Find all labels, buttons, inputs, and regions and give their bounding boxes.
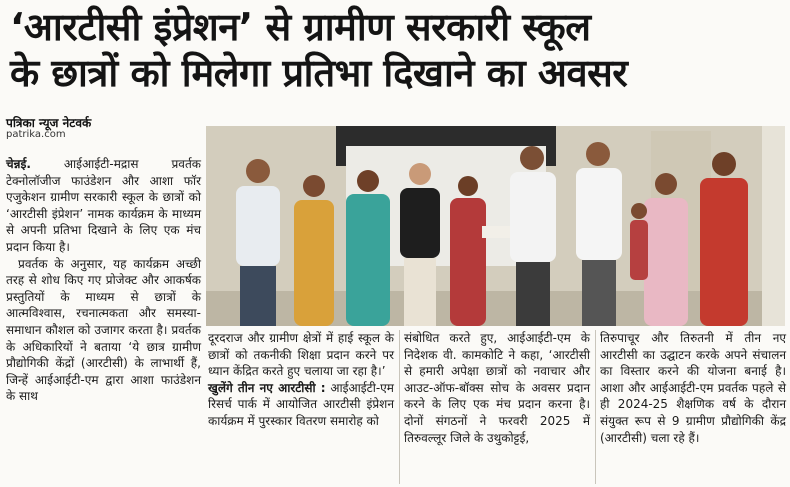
- headline: [10, 4, 785, 96]
- paragraph-4: आईआईटी-एम रिसर्च पार्क में आयोजित आरटीसी इंप्रेशन कार्यक्रम में पुरस्कार वितरण समारोह को: [208, 380, 394, 428]
- article-column-2: [208, 330, 394, 430]
- column-rule: [595, 330, 596, 484]
- dateline: चेन्नई.: [6, 157, 31, 171]
- paragraph-6: तिरुपाचूर और तिरुतनी में तीन नए आरटीसी का उद्घाटन करके अपने संचालन का विस्तार करने की योजना बनाई है। आशा और आईआईटी-एम प्रवर्तक पहले से ही 2024-25 शैक्षणिक वर्ष के दौरान संयुक्त रूप से 9 ग्रामीण प्रौद्योगिकी केंद्र (आरटीसी) चला रहे हैं।: [600, 331, 786, 445]
- person-5: [450, 176, 486, 326]
- person-10: [630, 203, 648, 280]
- group-photo-illustration: [206, 126, 785, 326]
- headline-line-1: ‘आरटीसी इंप्रेशन’ से ग्रामीण सरकारी स्कूल: [10, 5, 591, 49]
- site-url: patrika.com: [6, 129, 66, 140]
- article-column-3: [404, 330, 590, 446]
- article-column-4: [600, 330, 786, 446]
- headline-line-2: के छात्रों को मिलेगा प्रतिभा दिखाने का अवसर: [10, 51, 628, 95]
- paragraph-2: प्रवर्तक के अनुसार, यह कार्यक्रम अच्छी तरह से शोध किए गए प्रोजेक्ट और आकर्षक प्रस्तुतियों के माध्यम से छात्रों के आत्मविश्वास, रचनात्मकता और समस्या-समाधान कौशल को उजागर करता है। प्रवर्तक के अधिकारियों ने बताया ‘ये छात्र ग्रामीण प्रौद्योगिकी केंद्रों (आरटीसी) के लाभार्थी हैं, जिन्हें आईआईटी-एम द्वारा आशा फाउंडेशन के साथ: [6, 256, 201, 404]
- subheading: खुलेंगे तीन नए आरटीसी :: [208, 380, 326, 395]
- person-6: [510, 146, 556, 326]
- paragraph-5: संबोधित करते हुए, आईआईटी-एम के निदेशक वी. कामकोटि ने कहा, ‘आरटीसी से हमारी अपेक्षा छात्रों को नवाचार और आउट-ऑफ-बॉक्स सोच के अवसर प्रदान करने के लिए एक मंच प्रदान करना है। दोनों संगठनों ने फरवरी 2025 में तिरुवल्लूर जिले के उथुकोट्टई,: [404, 331, 590, 445]
- person-7: [576, 142, 622, 326]
- paragraph-3: दूरदराज और ग्रामीण क्षेत्रों में हाई स्कूल के छात्रों को तकनीकी शिक्षा प्रदान करने पर ध्यान केंद्रित करते हुए चलाया जा रहा है।’: [208, 331, 394, 379]
- person-9: [700, 152, 748, 326]
- byline: पत्रिका न्यूज नेटवर्क: [6, 116, 92, 130]
- group-photo: [206, 126, 785, 326]
- paragraph-1: आईआईटी-मद्रास प्रवर्तक टेक्नोलॉजीज फाउंडेशन और आशा फॉर एजुकेशन ग्रामीण सरकारी स्कूल के छात्रों को ‘आरटीसी इंप्रेशन’ नामक कार्यक्रम के माध्यम से अपनी प्रतिभा दिखाने के लिए एक मंच प्रदान किया है।: [6, 157, 201, 254]
- article-column-1: [6, 156, 201, 405]
- award-plaque: [482, 226, 512, 238]
- column-rule: [399, 330, 400, 484]
